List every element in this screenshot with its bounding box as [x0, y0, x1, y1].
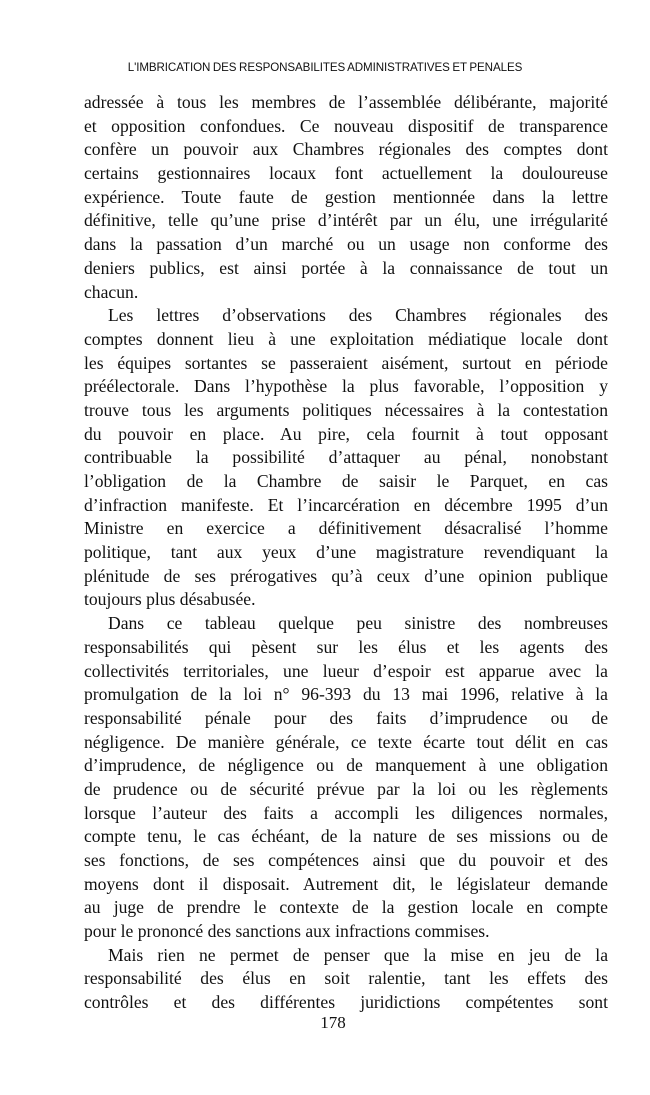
text-line: adressée à tous les membres de l’assemblée délibérante, majorité — [84, 92, 608, 112]
text-line: et opposition confondues. Ce nouveau dispositif de transparence — [84, 115, 608, 136]
page-number: 178 — [320, 1013, 346, 1032]
text-line: d’infraction manifeste. Et l’incarcération en décembre 1995 d’un — [84, 494, 608, 515]
paragraph-3 — [84, 612, 608, 944]
text-line: du pouvoir en place. Au pire, cela fournit à tout opposant — [84, 423, 608, 444]
text-line: Les lettres d’observations des Chambres régionales des — [108, 305, 608, 326]
text-line: collectivités territoriales, une lueur d’espoir est apparue avec la — [84, 660, 608, 681]
body-text — [84, 91, 608, 1015]
text-line: responsabilité pénale pour des faits d’imprudence ou de — [84, 707, 608, 728]
text-line: plénitude de ses prérogatives qu’à ceux d’une opinion publique — [84, 565, 608, 586]
text-line: politique, tant aux yeux d’une magistrature revendiquant la — [84, 542, 608, 563]
text-line: compte tenu, le cas échéant, de la nature de ses missions ou de — [84, 826, 608, 847]
text-line: deniers publics, est ainsi portée à la connaissance de tout un — [84, 257, 608, 278]
text-line: d’imprudence, de négligence ou de manquement à une obligation — [84, 755, 608, 776]
text-line: certains gestionnaires locaux font actuellement la douloureuse — [84, 163, 608, 184]
text-line: l’obligation de la Chambre de saisir le Parquet, en cas — [84, 471, 608, 491]
text-line: Dans ce tableau quelque peu sinistre des nombreuses — [108, 613, 608, 634]
text-line: pour le prononcé des sanctions aux infractions commises. — [84, 921, 490, 942]
text-line: Ministre en exercice a définitivement désacralisé l’homme — [84, 518, 608, 539]
text-line: trouve tous les arguments politiques nécessaires à la contestation — [84, 399, 608, 420]
text-line: chacun. — [84, 281, 139, 302]
text-line: dans la passation d’un marché ou un usage non conforme des — [84, 234, 608, 255]
paragraph-1 — [84, 91, 608, 304]
text-line: promulgation de la loi n° 96-393 du 13 mai 1996, relative à la — [84, 684, 608, 705]
paragraph-4 — [84, 944, 608, 1015]
text-line: préélectorale. Dans l’hypothèse la plus favorable, l’opposition y — [84, 376, 608, 397]
text-line: contrôles et des différentes juridictions compétentes sont — [84, 992, 608, 1013]
text-line: responsabilités qui pèsent sur les élus et les agents des — [84, 636, 608, 657]
running-head: L'IMBRICATION DES RESPONSABILITES ADMINISTRATIVES ET PENALES — [127, 61, 523, 74]
text-line: les équipes sortantes se passeraient aisément, surtout en période — [84, 352, 608, 373]
text-line: lorsque l’auteur des faits a accompli les diligences normales, — [84, 802, 608, 823]
text-line: responsabilité des élus en soit ralentie, tant les effets des — [84, 968, 608, 989]
text-line: toujours plus désabusée. — [84, 589, 256, 610]
text-line: au juge de prendre le contexte de la gestion locale en compte — [84, 897, 608, 918]
text-line: de prudence ou de sécurité prévue par la loi ou les règlements — [84, 778, 608, 799]
paragraph-2 — [84, 304, 608, 612]
text-line: Mais rien ne permet de penser que la mise en jeu de la — [108, 944, 608, 965]
text-line: expérience. Toute faute de gestion mentionnée dans la lettre — [84, 186, 608, 207]
text-line: moyens dont il disposait. Autrement dit, le législateur demande — [84, 873, 608, 894]
text-line: ses fonctions, de ses compétences ainsi que du pouvoir et des — [84, 850, 608, 870]
text-line: comptes donnent lieu à une exploitation médiatique locale dont — [84, 328, 608, 349]
text-line: négligence. De manière générale, ce texte écarte tout délit en cas — [84, 731, 608, 752]
text-line: contribuable la possibilité d’attaquer au pénal, nonobstant — [84, 447, 608, 468]
text-line: confère un pouvoir aux Chambres régionales des comptes dont — [84, 139, 608, 160]
text-line: définitive, telle qu’une prise d’intérêt par un élu, une irrégularité — [84, 210, 608, 231]
